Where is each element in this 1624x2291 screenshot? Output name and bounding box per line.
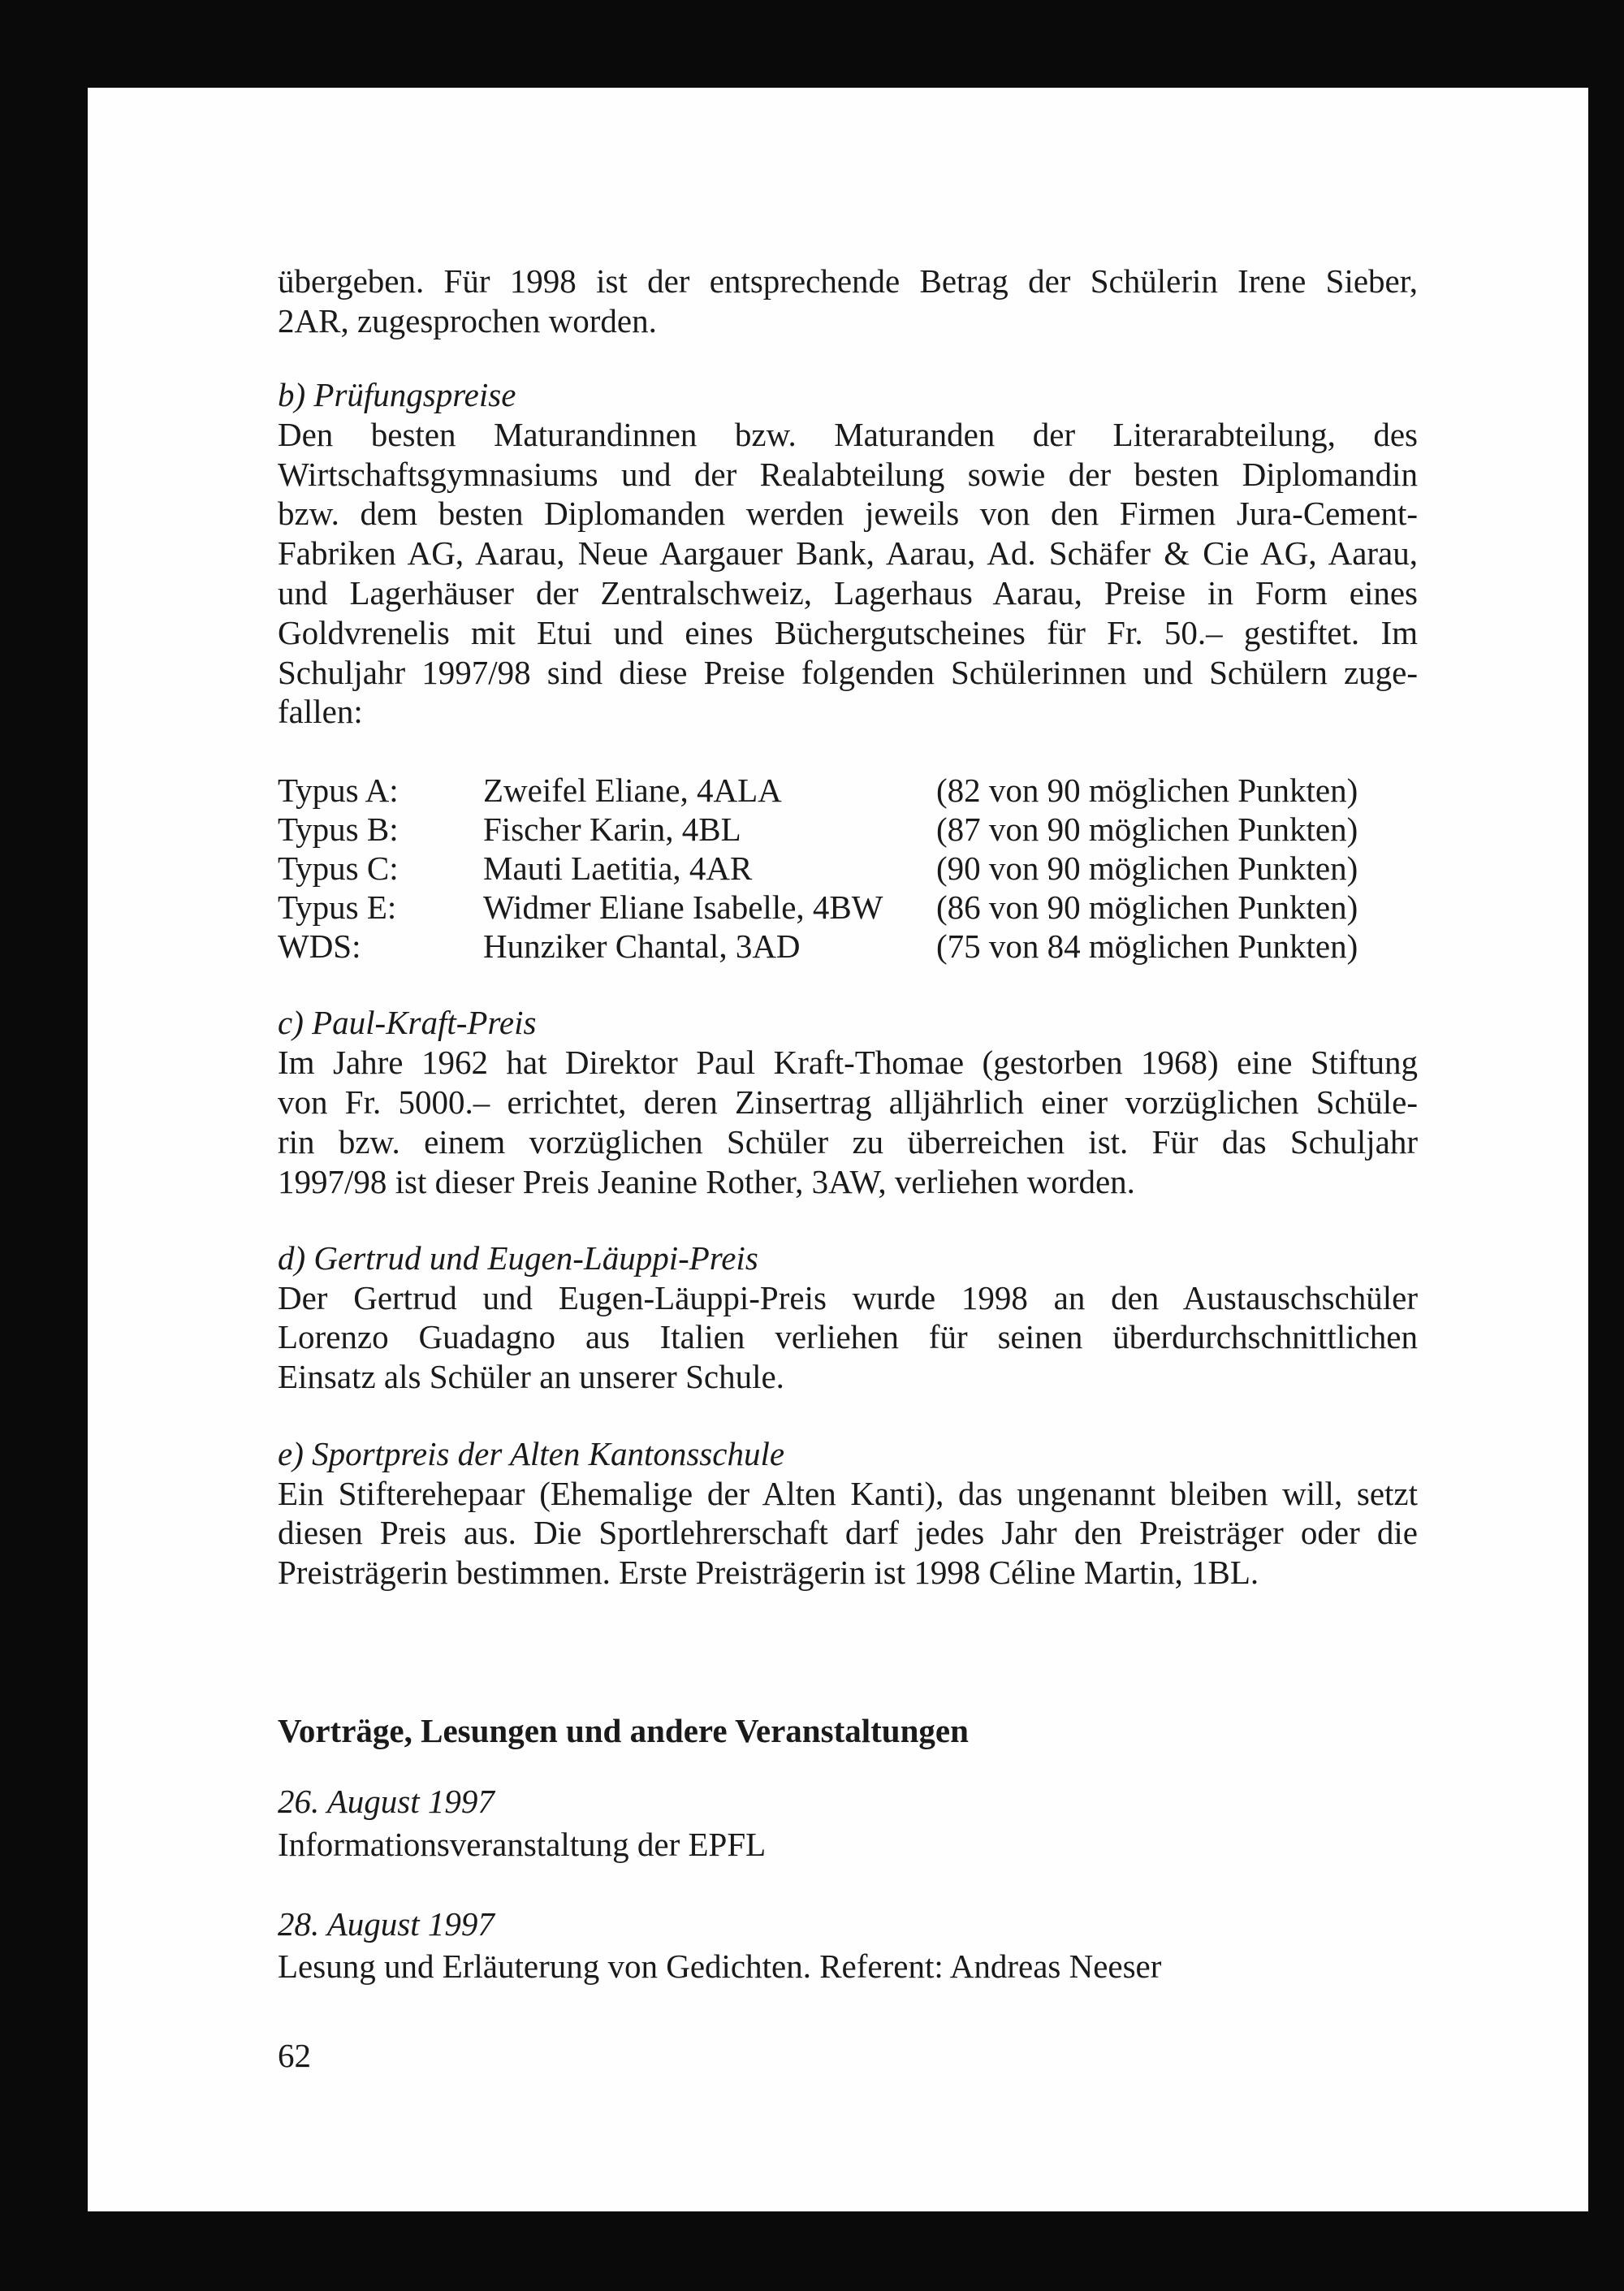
text-line: Goldvrenelis mit Etui und eines Büchergutscheines für Fr. 50.– gestiftet. Im	[278, 613, 1418, 651]
winner-name: Fischer Karin, 4BL	[483, 810, 741, 848]
text-line: Einsatz als Schüler an unserer Schule.	[278, 1357, 784, 1395]
section-pruefungspreise	[278, 375, 1418, 732]
text-line: 1997/98 ist dieser Preis Jeanine Rother, 3AW, verliehen worden.	[278, 1163, 1135, 1200]
section-heading: e) Sportpreis der Alten Kantonsschule	[278, 1435, 785, 1472]
winners-table	[278, 771, 1418, 966]
text-line: bzw. dem besten Diplomanden werden jeweils von den Firmen Jura-Cement-	[278, 495, 1418, 533]
text-line: rin bzw. einem vorzüglichen Schüler zu überreichen ist. Für das Schuljahr	[278, 1123, 1418, 1161]
events-heading: Vorträge, Lesungen und andere Veranstaltungen	[278, 1712, 969, 1749]
section-heading: d) Gertrud und Eugen-Läuppi-Preis	[278, 1239, 758, 1277]
winner-row	[278, 927, 1418, 966]
winner-name: Hunziker Chantal, 3AD	[483, 927, 801, 965]
winner-points: (75 von 84 möglichen Punkten)	[936, 927, 1358, 965]
text-line: Lorenzo Guadagno aus Italien verliehen für seinen überdurchschnittlichen	[278, 1318, 1418, 1355]
text-line: Den besten Maturandinnen bzw. Maturanden der Literarabteilung, des	[278, 415, 1418, 453]
text-line: Im Jahre 1962 hat Direktor Paul Kraft-Thomae (gestorben 1968) eine Stiftung	[278, 1044, 1418, 1081]
event-text: Lesung und Erläuterung von Gedichten. Referent: Andreas Neeser	[278, 1947, 1162, 1985]
winner-row	[278, 888, 1418, 927]
event-date: 28. August 1997	[278, 1905, 495, 1943]
winner-name: Zweifel Eliane, 4ALA	[483, 772, 782, 809]
winner-name: Widmer Eliane Isabelle, 4BW	[483, 888, 883, 926]
text-line: und Lagerhäuser der Zentralschweiz, Lagerhaus Aarau, Preise in Form eines	[278, 573, 1418, 612]
winner-row	[278, 849, 1418, 888]
text-line: übergeben. Für 1998 ist der entsprechende Betrag der Schülerin Irene Sieber,	[278, 262, 1418, 300]
event-item	[278, 1903, 1418, 1987]
section-heading: b) Prüfungspreise	[278, 376, 516, 413]
winner-points: (87 von 90 möglichen Punkten)	[936, 810, 1358, 848]
event-date: 26. August 1997	[278, 1783, 495, 1820]
text-line: 2AR, zugesprochen worden.	[278, 302, 657, 339]
winner-type: Typus E:	[278, 888, 397, 926]
winner-row	[278, 771, 1418, 810]
text-line: Der Gertrud und Eugen-Läuppi-Preis wurde 1998 an den Austauschschüler	[278, 1278, 1418, 1316]
text-line: Preisträgerin bestimmen. Erste Preisträgerin ist 1998 Céline Martin, 1BL.	[278, 1553, 1259, 1591]
winner-points: (82 von 90 möglichen Punkten)	[936, 772, 1358, 809]
event-text: Informationsveranstaltung der EPFL	[278, 1826, 767, 1863]
text-line: Wirtschaftsgymnasiums und der Realabteilung sowie der besten Diplomandin	[278, 455, 1418, 493]
winner-type: WDS:	[278, 927, 361, 965]
text-line: Schuljahr 1997/98 sind diese Preise folgenden Schülerinnen und Schülern zuge-	[278, 653, 1418, 691]
section-paul-kraft-preis	[278, 1003, 1418, 1202]
text-line: von Fr. 5000.– errichtet, deren Zinsertrag alljährlich einer vorzüglichen Schüle-	[278, 1083, 1418, 1121]
section-laeuppi-preis	[278, 1238, 1418, 1396]
intro-paragraph	[278, 262, 1418, 341]
winner-name: Mauti Laetitia, 4AR	[483, 849, 753, 887]
winner-type: Typus A:	[278, 772, 399, 809]
section-heading: c) Paul-Kraft-Preis	[278, 1004, 537, 1041]
winner-points: (90 von 90 möglichen Punkten)	[936, 849, 1358, 887]
winner-type: Typus C:	[278, 849, 399, 887]
event-item	[278, 1780, 1418, 1866]
section-sportpreis	[278, 1434, 1418, 1592]
text-line: fallen:	[278, 693, 363, 731]
winner-type: Typus B:	[278, 810, 399, 848]
page-number: 62	[278, 2037, 311, 2074]
text-line: Ein Stifterehepaar (Ehemalige der Alten Kanti), das ungenannt bleiben will, setzt	[278, 1474, 1418, 1512]
text-line: Fabriken AG, Aarau, Neue Aargauer Bank, Aarau, Ad. Schäfer & Cie AG, Aarau,	[278, 534, 1418, 573]
winner-points: (86 von 90 möglichen Punkten)	[936, 888, 1358, 926]
text-line: diesen Preis aus. Die Sportlehrerschaft darf jedes Jahr den Preisträger oder die	[278, 1514, 1418, 1551]
winner-row	[278, 810, 1418, 849]
